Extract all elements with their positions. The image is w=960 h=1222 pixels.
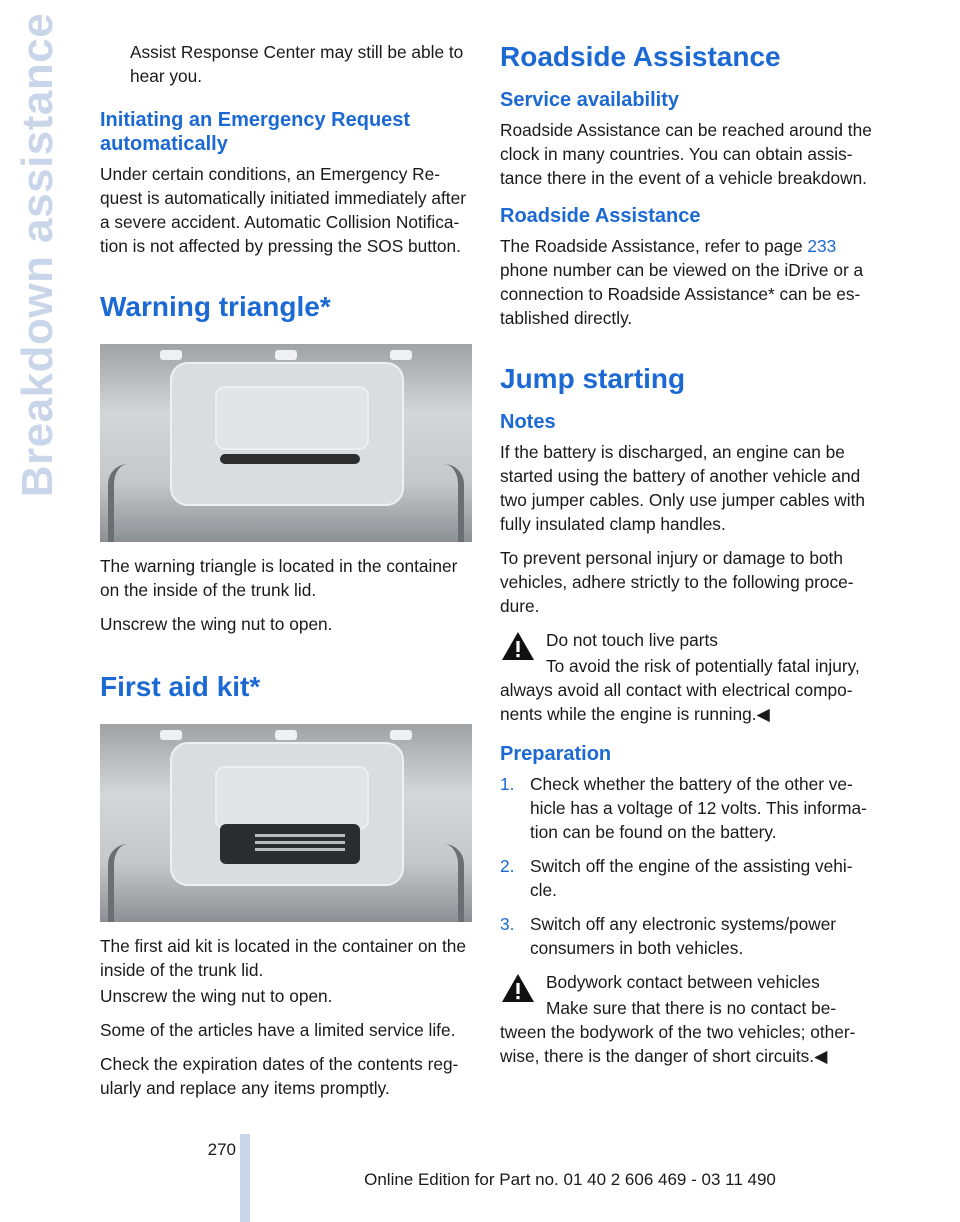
trunk-strut-left (108, 464, 128, 542)
heading-roadside-assistance: Roadside Assistance (500, 41, 781, 72)
photo-clip (275, 730, 297, 740)
first-aid-kit-label (255, 834, 345, 837)
step-text: Switch off the engine of the assisting vehi-cle. (530, 856, 853, 900)
photo-clip (160, 350, 182, 360)
footer-accent-bar (240, 1134, 250, 1222)
warning-triangle-photo (100, 344, 472, 542)
preparation-steps (500, 772, 872, 960)
heading-jump-starting: Jump starting (500, 363, 686, 394)
paragraph-notes-procedure: To prevent personal injury or damage to both vehicles, adhere strictly to the following proce-dure. (500, 548, 854, 616)
step-text: Switch off any electronic systems/power consumers in both vehicles. (530, 914, 837, 958)
paragraph-emergency-auto: Under certain conditions, an Emergency Re-quest is automatically initiated immediately after a severe accident. Automatic Collision Notifica-tion is not affected by pressing the SOS button. (100, 164, 466, 256)
heading-warning-triangle: Warning triangle* (100, 291, 331, 322)
paragraph-roadside-phone (500, 234, 872, 330)
paragraph-firstaid-open: Unscrew the wing nut to open. (100, 986, 333, 1006)
continued-text: Assist Response Center may still be able to hear you. (130, 42, 464, 86)
first-aid-kit-pouch (220, 824, 360, 864)
photo-clip (275, 350, 297, 360)
warning-bodywork-contact (500, 970, 872, 1068)
paragraph-warning-open: Unscrew the wing nut to open. (100, 614, 333, 634)
paragraph-warning-location: The warning triangle is located in the container on the inside of the trunk lid. (100, 556, 458, 600)
photo-clip (160, 730, 182, 740)
photo-clip (390, 350, 412, 360)
online-edition-note: Online Edition for Part no. 01 40 2 606 469 - 03 11 490 (364, 1170, 776, 1189)
heading-service-availability: Service availability (500, 89, 680, 111)
warning-live-parts-body: To avoid the risk of potentially fatal injury, always avoid all contact with electrical compo-nents while the engine is running.◀ (500, 656, 860, 724)
warning-triangle-case (220, 454, 360, 464)
heading-first-aid-kit: First aid kit* (100, 671, 261, 702)
paragraph-service-availability: Roadside Assistance can be reached around the clock in many countries. You can obtain assis-tance there in the event of a vehicle breakdown. (500, 120, 872, 188)
heading-emergency-auto: Initiating an Emergency Request automatically (100, 109, 411, 155)
paragraph-firstaid-service-life: Some of the articles have a limited service life. (100, 1020, 456, 1040)
warning-icon (500, 630, 536, 662)
roadside-text-b: phone number can be viewed on the iDrive or a connection to Roadside Assistance* can be es-tablished directly. (500, 260, 864, 328)
paragraph-notes-battery: If the battery is discharged, an engine can be started using the battery of another vehicle and two jumper cables. Only use jumper cables with fully insulated clamp handles. (500, 442, 865, 534)
warning-live-parts-title: Do not touch live parts (546, 630, 718, 650)
preparation-step (500, 912, 872, 960)
trunk-strut-right (444, 464, 464, 542)
photo-clip (390, 730, 412, 740)
chapter-side-title (13, 12, 62, 498)
step-number: 3. (500, 914, 515, 934)
trunk-strut-right (444, 844, 464, 922)
paragraph-firstaid-location: The first aid kit is located in the container on the inside of the trunk lid. (100, 936, 466, 980)
left-column (100, 40, 472, 1110)
preparation-step (500, 772, 872, 844)
page-number: 270 (207, 1140, 236, 1159)
right-column (500, 40, 872, 1078)
first-aid-kit-photo (100, 724, 472, 922)
step-text: Check whether the battery of the other ve-hicle has a voltage of 12 volts. This informa-tion can be found on the battery. (530, 774, 867, 842)
warning-bodywork-body: Make sure that there is no contact be-tween the bodywork of the two vehicles; other-wise, there is the danger of short circuits.◀ (500, 998, 856, 1066)
page-link-233[interactable]: 233 (807, 236, 837, 256)
warning-bodywork-title: Bodywork contact between vehicles (546, 972, 820, 992)
heading-roadside-assistance-sub: Roadside Assistance (500, 205, 701, 227)
trunk-lid-cover (215, 386, 369, 450)
warning-live-parts (500, 628, 872, 726)
heading-preparation: Preparation (500, 743, 612, 765)
paragraph-firstaid-expiration: Check the expiration dates of the contents reg-ularly and replace any items promptly. (100, 1054, 459, 1098)
step-number: 2. (500, 856, 515, 876)
step-number: 1. (500, 774, 515, 794)
roadside-text-a: The Roadside Assistance, refer to page (500, 236, 808, 256)
preparation-step (500, 854, 872, 902)
warning-icon (500, 972, 536, 1004)
trunk-strut-left (108, 844, 128, 922)
heading-notes: Notes (500, 411, 556, 433)
chapter-side-title-text: Breakdown assistance (13, 12, 62, 498)
trunk-lid-cover (215, 766, 369, 830)
